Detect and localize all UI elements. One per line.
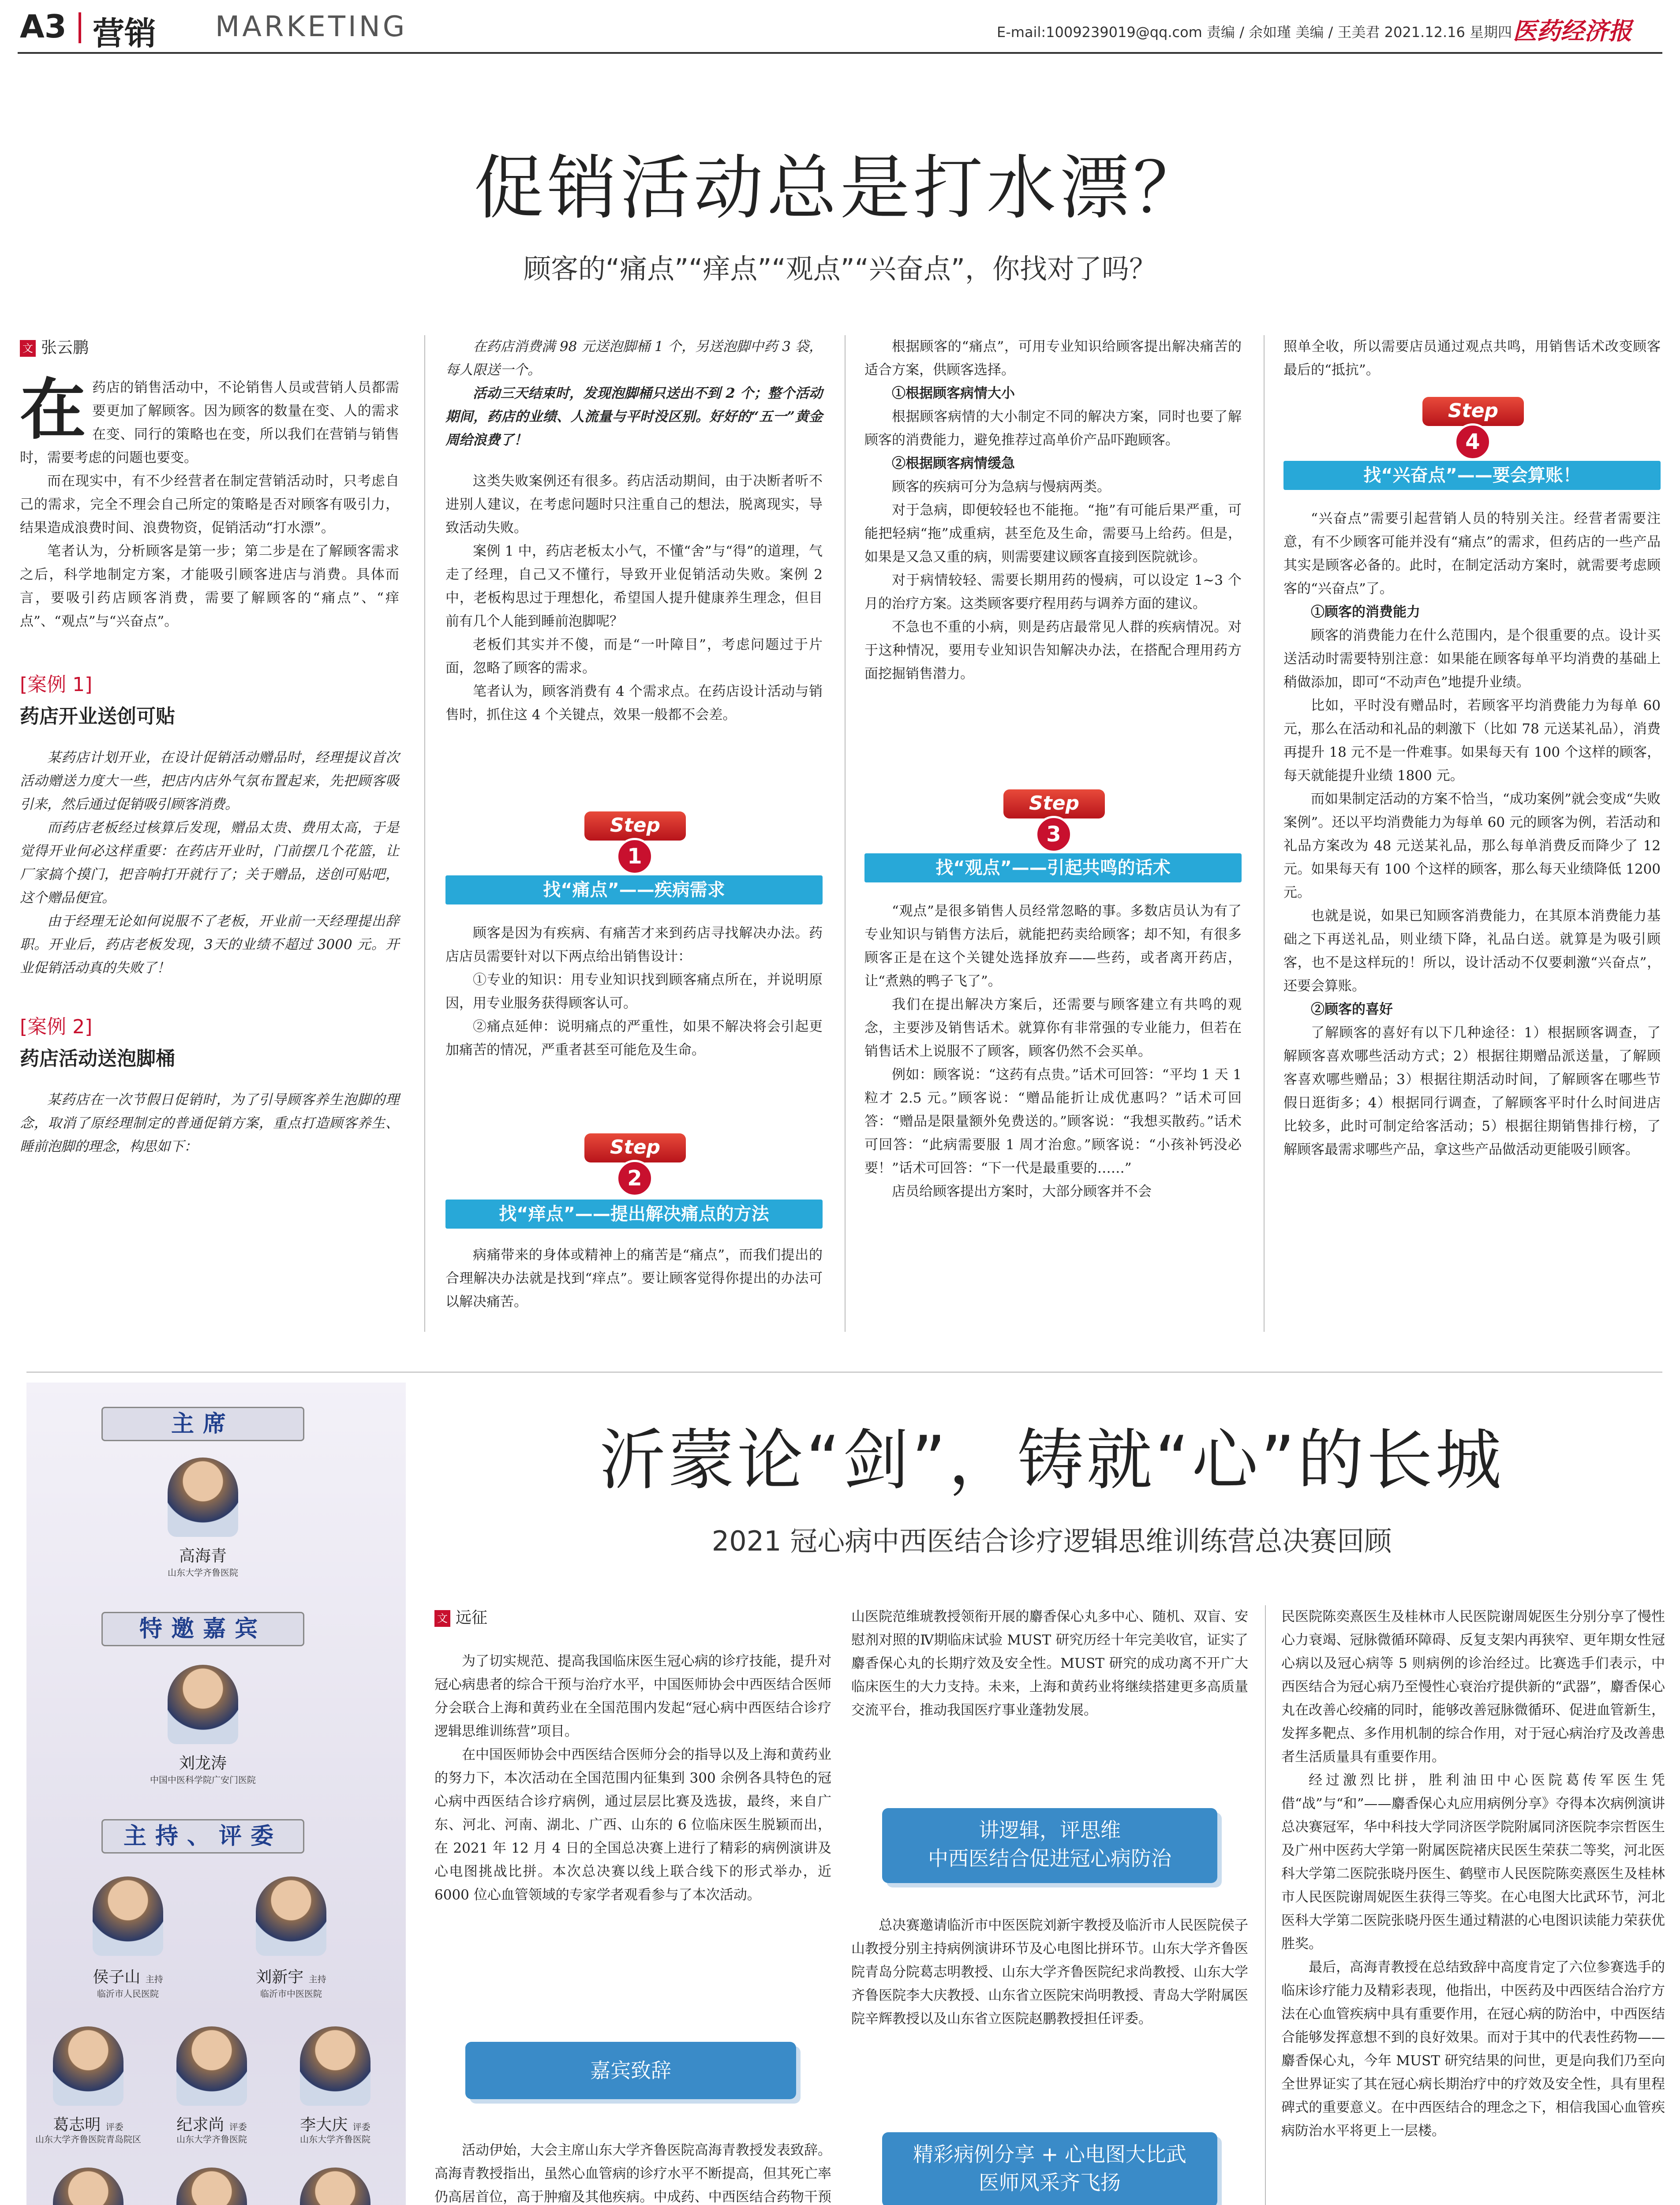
sidebar-head-guest: 特邀嘉宾 [101, 1612, 304, 1646]
paragraph: 由于经理无论如何说服不了老板，开业前一天经理提出辞职。开业后，药店老板发现，3天的业绩不超过 3000 元。开业促销活动真的失败了！ [20, 913, 399, 976]
step1-badge: Step [584, 811, 686, 841]
step1-body [445, 922, 823, 1062]
paragraph: 在药店消费满 98 元送泡脚桶 1 个，另送泡脚中药 3 袋，每人限送一个。 [445, 339, 823, 378]
paragraph: 某药店计划开业，在设计促销活动赠品时，经理提议首次活动赠送力度大一些，把店内店外气氛布置起来，先把顾客吸引来，然后通过促销吸引顾客消费。 [20, 750, 399, 812]
article2-col1 [434, 1605, 831, 1907]
column-divider [1264, 335, 1265, 1332]
step3-number: 3 [1035, 816, 1072, 853]
paragraph: 根据顾客的“痛点”，可用专业知识给顾客提出解决痛苦的适合方案，供顾客选择。 [864, 339, 1242, 378]
step4-number: 4 [1454, 423, 1491, 460]
paragraph: 顾客的疾病可分为急病与慢病两类。 [892, 479, 1111, 495]
person-unit: 山东大学齐鲁医院 [176, 2134, 247, 2145]
paragraph: 这类失败案例还有很多。药店活动期间，由于决断者听不进别人建议，在考虑问题时只注重自己的想法，脱离现实，导致活动失败。 [445, 473, 823, 536]
paragraph: 山医院范维琥教授领衔开展的麝香保心丸多中心、随机、双盲、安慰剂对照的Ⅳ期临床试验 MUST 研究历经十年完美收官，证实了麝香保心丸的长期疗效及安全性。MUST 研究的成功离不开广大临床医生的大力支持。未来，上海和黄药业将继续搭建更多高质量交流平台，推动我国医疗事业蓬勃发展。 [851, 1609, 1248, 1718]
article-divider [26, 1372, 1662, 1373]
header-divider [79, 12, 81, 43]
paragraph: 而药店老板经过核算后发现，赠品太贵、费用太高，于是觉得开业何必这样重要：在药店开业时，门前摆几个花篮，让厂家搞个摸门，把音响打开就行了；关于赠品，送创可贴吧，这个赠品便宜。 [20, 820, 399, 906]
step3-badge: Step [1003, 789, 1105, 818]
person-unit: 中国中医科学院广安门医院 [150, 1775, 256, 1785]
subheading: ②顾客的喜好 [1311, 1002, 1393, 1017]
avatar [176, 2168, 247, 2205]
subheading: ①顾客的消费能力 [1311, 604, 1420, 620]
step3-body [864, 900, 1242, 1203]
article2-col2 [851, 1605, 1248, 1722]
avatar [53, 2168, 123, 2205]
paragraph: 药店的销售活动中，不论销售人员或营销人员都需要更加了解顾客。因为顾客的数量在变、人的需求在变、同行的策略也在变，所以我们在营销与销售时，需要考虑的问题也要变。 [20, 380, 399, 466]
header-meta: E-mail:1009239019@qq.com 责编 / 余如瑾 美编 / 王美君 2021.12.16 星期四 [997, 24, 1512, 41]
paragraph: ②痛点延伸：说明痛点的严重性，如果不解决将会引起更加痛苦的情况，严重者甚至可能危及生命。 [445, 1019, 823, 1058]
case1-tag: [案例 1] [20, 673, 93, 696]
paragraph: 对于急病，即便较轻也不能拖。“拖”有可能后果严重，可能把轻病“拖”成重病，甚至危及生命，需要马上给药。但是，如果是又急又重的病，则需要建议顾客直接到医院就诊。 [864, 502, 1242, 565]
paragraph: 总决赛邀请临沂市中医医院刘新宇教授及临沂市人民医院侯子山教授分别主持病例演讲环节及心电图比拼环节。山东大学齐鲁医院青岛分院葛志明教授、山东大学齐鲁医院纪求尚教授、山东大学齐鲁医院李大庆教授、山东省立医院宋尚明教授、青岛大学附属医院辛辉教授以及山东省立医院赵鹏教授担任评委。 [851, 1917, 1248, 2027]
paragraph: 例如：顾客说：“这药有点贵。”话术可回答：“平均 1 天 1 粒才 2.5 元。”顾客说：“赠品能折让成优惠吗？”话术可回答：“赠品是限量额外免费送的。”顾客说：“我想买散药。”话术可回答：“此病需要服 1 周才治愈。”顾客说：“小孩补钙没必要！”话术可回答：“下一代是最重要的……” [864, 1067, 1242, 1176]
paragraph: ①专业的知识：用专业知识找到顾客痛点所在，并说明原因，用专业服务获得顾客认可。 [445, 972, 823, 1011]
person-name: 高海青 [179, 1547, 227, 1565]
paragraph: 经过激烈比拼，胜利油田中心医院葛传军医生凭借“战”与“和”——麝香保心丸应用病例分享》夺得本次病例演讲总决赛冠军，华中科技大学同济医学院附属同济医院李宗哲医生及广州中医药大学第一附属医院褚庆民医生荣获二等奖，河北医科大学第二医院张晓丹医生、鹤壁市人民医院陈奕熹医生及桂林市人民医院谢周妮医生获得三等奖。在心电图大比武环节，河北医科大学第二医院张晓丹医生通过精湛的心电图识读能力荣获优胜奖。 [1281, 1772, 1665, 1952]
speakers-sidebar [26, 1383, 406, 2205]
paragraph: 最后，高海青教授在总结致辞中高度肯定了六位参赛选手的临床诊疗能力及精彩表现，他指出，中医药及中西医结合治疗方法在心血管疾病中具有重要作用，在冠心病的防治中，中西医结合能够发挥意想不到的良好效果。而对于其中的代表性药物——麝香保心丸，今年 MUST 研究结果的问世，更是向我们乃至向全世界证实了其在冠心病长期治疗中的疗效及安全性，具有里程碑式的重要意义。在中西医结合的理念之下，相信我国心血管疾病防治水平将更上一层楼。 [1281, 1959, 1665, 2139]
article1-subtitle: 顾客的“痛点”“痒点”“观点”“兴奋点”，你找对了吗？ [524, 253, 1156, 285]
paragraph: 了解顾客的喜好有以下几种途径：1）根据顾客调查，了解顾客喜欢哪些活动方式；2）根据往期赠品派送量，了解顾客喜欢哪些赠品；3）根据往期活动时间，了解顾客在哪些节假日逛街多；4）根据同行调查，了解顾客平时什么时间进店比较多，此时可制定给客活动；5）根据往期销售排行榜，了解顾客最需求哪些产品，拿这些产品做活动更能吸引顾客。 [1283, 1025, 1661, 1158]
byline [20, 335, 399, 358]
paragraph: 老板们其实并不傻，而是“一叶障目”，考虑问题过于片面，忽略了顾客的需求。 [445, 637, 823, 676]
step3-banner: 找“观点”——引起共鸣的话术 [864, 853, 1242, 882]
article2-col1-cont [434, 2139, 831, 2205]
column-divider [1265, 1605, 1266, 2205]
paragraph: 案例 1 中，药店老板太小气，不懂“舍”与“得”的道理，气走了经理，自己又不懂行，导致开业促销活动失败。案例 2 中，老板构思过于理想化，希望国人提升健康养生理念，但目前有几个人能到睡前泡脚呢？ [445, 543, 823, 629]
paragraph: 病痛带来的身体或精神上的痛苦是“痛点”，而我们提出的合理解决办法就是找到“痒点”。要让顾客觉得你提出的办法可以解决痛苦。 [445, 1247, 823, 1310]
article2-col2-mid [851, 1914, 1248, 2031]
step4-badge: Step [1422, 397, 1524, 426]
sidebar-head-judges: 主持、评委 [101, 1819, 304, 1854]
avatar [256, 1876, 326, 1956]
step4-body [1283, 507, 1661, 1162]
subheading: ①根据顾客病情大小 [892, 385, 1015, 401]
article1-col1 [20, 335, 399, 1159]
author-name: 张云鹏 [41, 339, 89, 357]
avatar [168, 1458, 238, 1537]
person-unit: 山东大学齐鲁医院 [300, 2134, 370, 2145]
article2-title: 沂蒙论“剑”，铸就“心”的长城 [599, 1422, 1504, 1499]
article1-col2 [445, 335, 823, 727]
byline [434, 1605, 831, 1628]
dropcap: 在 [20, 371, 86, 448]
person-unit: 山东大学齐鲁医院 [168, 1567, 238, 1578]
paragraph: 不急也不重的小病，则是药店最常见人群的疾病情况。对于这种情况，要用专业知识告知解决办法，在搭配合理用药方面挖掘销售潜力。 [864, 619, 1242, 682]
article2-col3 [1281, 1605, 1665, 2143]
section-pill-3 [882, 2132, 1217, 2205]
paragraph: 在中国医师协会中西医结合医师分会的指导以及上海和黄药业的努力下，本次活动在全国范围内征集到 300 余例各具特色的冠心病中西医结合诊疗病例，通过层层比赛及选拔，最终，来自广东、河北、河南、湖北、广西、山东的 6 位临床医生脱颖而出，在 2021 年 12 月 4 日的全国总决赛上进行了精彩的病例演讲及心电图挑战比拼。本次总决赛以线上联合线下的形式举办，近 6000 位心血管领域的专家学者观看参与了本次活动。 [434, 1747, 831, 1903]
paragraph: 某药店在一次节假日促销时，为了引导顾客养生泡脚的理念，取消了原经理制定的普通促销方案，重点打造顾客养生、睡前泡脚的理念，构思如下： [20, 1092, 399, 1155]
person-unit: 临沂市中医医院 [260, 1988, 322, 1999]
section-title: 营销 [93, 15, 157, 52]
paragraph: 而如果制定活动的方案不恰当，“成功案例”就会变成“失败案例”。还以平均消费能力为每单 60 元的顾客为例，若活动和礼品方案改为 48 元送某礼品，那么每单消费反而降少了 12 元。如果每天有 100 个这样的顾客，那么每天业绩降低 1200 元。 [1283, 791, 1661, 901]
paragraph: 而在现实中，有不少经营者在制定营销活动时，只考虑自己的需求，完全不理会自己所定的策略是否对顾客有吸引力，结果造成浪费时间、浪费物资，促销活动“打水漂”。 [20, 473, 399, 536]
step2-body [445, 1244, 823, 1314]
step2-number: 2 [616, 1160, 653, 1197]
byline-tag: 文 [20, 340, 36, 357]
avatar [93, 1876, 163, 1956]
avatar [168, 1665, 238, 1744]
paragraph: 活动伊始，大会主席山东大学齐鲁医院高海青教授发表致辞。高海青教授指出，虽然心血管病的诊疗水平不断提高，但其死亡率仍高居首位，高于肿瘤及其他疾病。中成药、中西医结合药物干预 [434, 2142, 831, 2205]
paragraph: 顾客的消费能力在什么范围内，是个很重要的点。设计买送活动时需要特别注意：如果能在顾客每单平均消费的基础上稍做添加，即可“不动声色”地提升业绩。 [1283, 628, 1661, 690]
paragraph: 我们在提出解决方案后，还需要与顾客建立有共鸣的观念，主要涉及销售话术。就算你有非常强的专业能力，但若在销售话术上说服不了顾客，顾客仍然不会买单。 [864, 997, 1242, 1059]
newspaper-logo: 医药经济报 [1513, 17, 1632, 45]
paragraph: “观点”是很多销售人员经常忽略的事。多数店员认为有了专业知识与销售方法后，就能把药卖给顾客；却不知，有很多顾客正是在这个关键处选择放弃——些药，或者离开药店，让“煮熟的鸭子飞了”。 [864, 903, 1242, 989]
paragraph: 对于病情较轻、需要长期用药的慢病，可以设定 1~3 个月的治疗方案。这类顾客要疗程用药与调养方面的建议。 [864, 572, 1242, 612]
paragraph: 也就是说，如果已知顾客消费能力，在其原本消费能力基础之下再送礼品，则业绩下降，礼品白送。就算是为吸引顾客，也不是这样玩的！所以，设计活动不仅要刺激“兴奋点”，还要会算账。 [1283, 908, 1661, 994]
avatar [53, 2026, 123, 2106]
case1-title: 药店开业送创可贴 [20, 705, 175, 728]
case2-tag: [案例 2] [20, 1016, 93, 1038]
avatar [300, 2168, 370, 2205]
paragraph: 顾客是因为有疾病、有痛苦才来到药店寻找解决办法。药店店员需要针对以下两点给出销售设计： [445, 925, 823, 964]
article1-col3 [864, 335, 1242, 686]
column-divider [424, 335, 425, 1332]
pill-line: 中西医结合促进冠心病防治 [928, 1846, 1171, 1870]
avatar [300, 2026, 370, 2106]
paragraph: 照单全收，所以需要店员通过观点共鸣，用销售话术改变顾客最后的“抵抗”。 [1283, 339, 1661, 378]
paragraph: 笔者认为，分析顾客是第一步；第二步是在了解顾客需求之后，科学地制定方案，才能吸引顾客进店与消费。具体而言，要吸引药店顾客消费，需要了解顾客的“痛点”、“痒点”、“观点”与“兴奋点”。 [20, 543, 399, 629]
paragraph: 比如，平时没有赠品时，若顾客平均消费能力为每单 60 元，那么在活动和礼品的刺激下（比如 78 元送某礼品），消费再提升 18 元不是一件难事。如果每天有 100 个这样的顾客，每天就能提升业绩 1800 元。 [1283, 698, 1661, 784]
pill-line: 医师风采齐飞扬 [979, 2171, 1121, 2194]
pill-line: 精彩病例分享 + 心电图大比武 [913, 2142, 1186, 2166]
article1-title: 促销活动总是打水漂？ [474, 148, 1206, 229]
article2-subtitle: 2021 冠心病中西医结合诊疗逻辑思维训练营总决赛回顾 [711, 1525, 1392, 1557]
person-unit: 山东大学齐鲁医院青岛院区 [35, 2134, 141, 2145]
step1-number: 1 [616, 838, 653, 875]
person-name: 纪求尚 评委 [176, 2116, 247, 2134]
person-name: 侯子山 主持 [93, 1968, 163, 1986]
paragraph: 活动三天结束时，发现泡脚桶只送出不到 2 个；整个活动期间，药店的业绩、人流量与平时没区别。好好的“五一”黄金周给浪费了！ [445, 385, 823, 448]
author-name: 远征 [456, 1609, 488, 1627]
paragraph: “兴奋点”需要引起营销人员的特别关注。经营者需要注意，有不少顾客可能并没有“痛点”的需求，但药店的一些产品其实是顾客必备的。此时，在制定活动方案时，就需要考虑顾客的“兴奋点”了。 [1283, 511, 1661, 597]
person-name: 刘龙涛 [179, 1754, 227, 1772]
pill-line: 讲逻辑，评思维 [979, 1818, 1121, 1842]
paragraph: 笔者认为，顾客消费有 4 个需求点。在药店设计活动与销售时，抓住这 4 个关键点，效果一般都不会差。 [445, 684, 823, 723]
section-pill-1: 嘉宾致辞 [465, 2042, 796, 2099]
sidebar-head-chair: 主席 [101, 1407, 304, 1441]
step1-banner: 找“痛点”——疾病需求 [445, 875, 823, 904]
paragraph: 为了切实规范、提高我国临床医生冠心病的诊疗技能，提升对冠心病患者的综合干预与治疗水平，中国医师协会中西医结合医师分会联合上海和黄药业在全国范围内发起“冠心病中西医结合诊疗逻辑思维训练营”项目。 [434, 1653, 831, 1739]
article1-col4 [1283, 335, 1661, 382]
step4-banner: 找“兴奋点”——要会算账！ [1283, 461, 1661, 490]
column-divider [845, 335, 846, 1332]
avatar [176, 2026, 247, 2106]
paragraph: 民医院陈奕熹医生及桂林市人民医院谢周妮医生分别分享了慢性心力衰竭、冠脉微循环障碍、反复支架内再狭窄、更年期女性冠心病以及冠心病等 5 则病例的诊治经过。比赛选手们表示，中西医结合为冠心病乃至慢性心衰治疗提供新的“武器”，麝香保心丸在改善心绞痛的同时，能够改善冠脉微循环、促进血管新生，发挥多靶点、多作用机制的综合作用，对于冠心病治疗及改善患者生活质量具有重要作用。 [1281, 1609, 1665, 1765]
paragraph: 根据顾客病情的大小制定不同的解决方案，同时也要了解顾客的消费能力，避免推荐过高单价产品吓跑顾客。 [864, 409, 1242, 448]
person-name: 葛志明 评委 [53, 2116, 123, 2134]
person-name: 刘新宇 主持 [256, 1968, 326, 1986]
byline-tag: 文 [434, 1610, 450, 1627]
person-name: 李大庆 评委 [300, 2116, 370, 2134]
section-pill-2 [882, 1808, 1217, 1883]
page-number: A3 [20, 8, 67, 45]
person-unit: 临沂市人民医院 [97, 1988, 159, 1999]
step2-badge: Step [584, 1133, 686, 1162]
header-rule [18, 52, 1662, 54]
case2-title: 药店活动送泡脚桶 [20, 1047, 175, 1070]
step2-banner: 找“痒点”——提出解决痛点的方法 [445, 1200, 823, 1229]
section-title-en: MARKETING [215, 11, 408, 43]
paragraph: 店员给顾客提出方案时，大部分顾客并不会 [892, 1184, 1152, 1200]
subheading: ②根据顾客病情缓急 [892, 456, 1015, 471]
